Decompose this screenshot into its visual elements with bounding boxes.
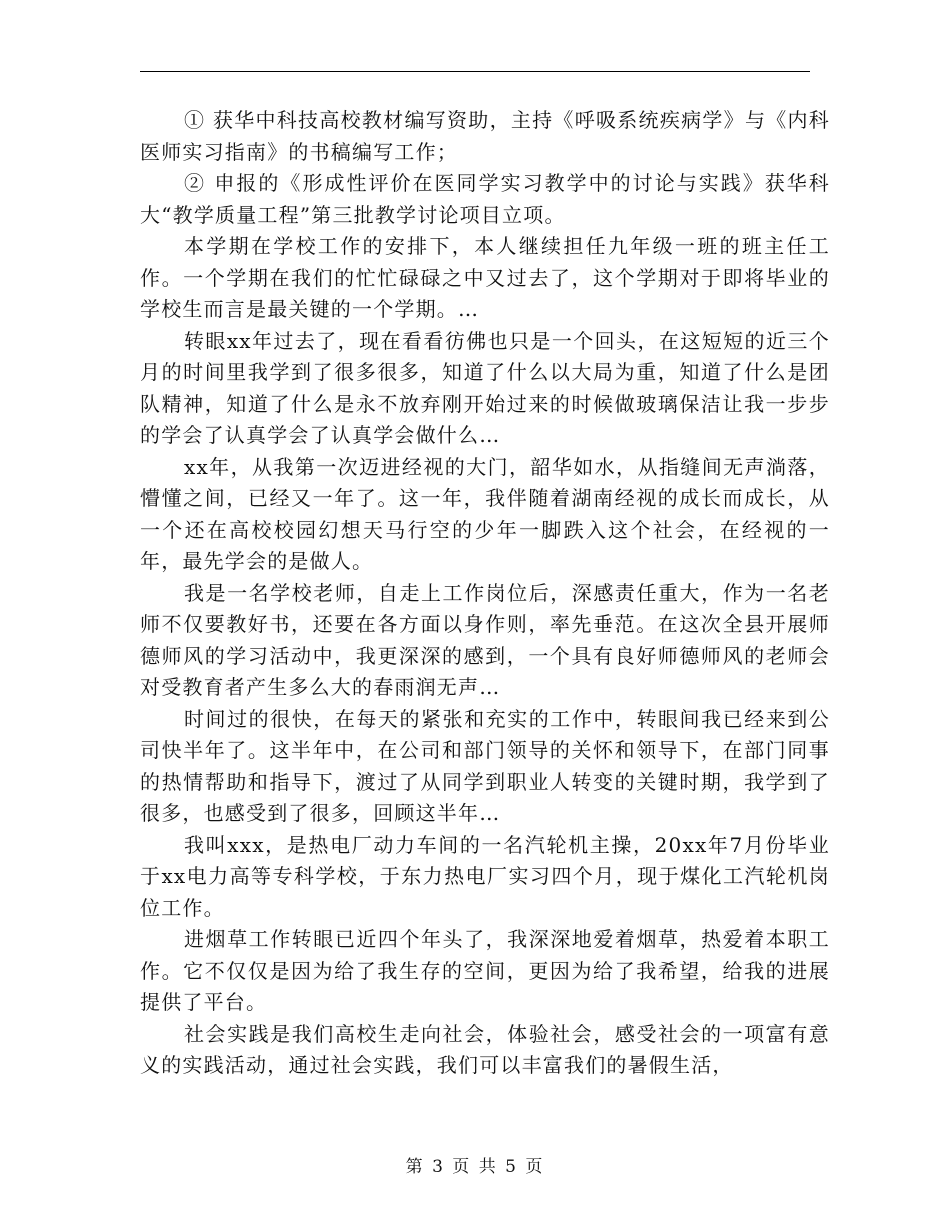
paragraph-5: xx年，从我第一次迈进经视的大门，韶华如水，从指缝间无声淌落，懵懂之间，已经又一年了。这一年，我伴随着湖南经视的成长而成长，从一个还在高校校园幻想天马行空的少年一脚跌入这个社会，在经视的一年，最先学会的是做人。 [140,454,830,573]
paragraph-6: 我是一名学校老师，自走上工作岗位后，深感责任重大，作为一名老师不仅要教好书，还要在各方面以身作则，率先垂范。在这次全县开展师德师风的学习活动中，我更深深的感到，一个具有良好师德师风的老师会对受教育者产生多么大的春雨润无声… [140,580,830,699]
body-text [140,105,830,1082]
paragraph-8: 我叫xxx，是热电厂动力车间的一名汽轮机主操，20xx年7月份毕业于xx电力高等专科学校，于东力热电厂实习四个月，现于煤化工汽轮机岗位工作。 [140,832,830,920]
paragraph-4: 转眼xx年过去了，现在看看彷佛也只是一个回头，在这短短的近三个月的时间里我学到了很多很多，知道了什么以大局为重，知道了什么是团队精神，知道了什么是永不放弃刚开始过来的时候做玻璃保洁让我一步步的学会了认真学会了认真学会做什么… [140,328,830,447]
paragraph-7: 时间过的很快，在每天的紧张和充实的工作中，转眼间我已经来到公司快半年了。这半年中，在公司和部门领导的关怀和领导下，在部门同事的热情帮助和指导下，渡过了从同学到职业人转变的关键时期，我学到了很多，也感受到了很多，回顾这半年… [140,706,830,825]
paragraph-10: 社会实践是我们高校生走向社会，体验社会，感受社会的一项富有意义的实践活动，通过社会实践，我们可以丰富我们的暑假生活， [140,1021,830,1077]
paragraph-2: ② 申报的《形成性评价在医同学实习教学中的讨论与实践》获华科大“教学质量工程”第三批教学讨论项目立项。 [140,171,830,227]
header-rule [140,71,810,72]
paragraph-3: 本学期在学校工作的安排下，本人继续担任九年级一班的班主任工作。一个学期在我们的忙忙碌碌之中又过去了，这个学期对于即将毕业的学校生而言是最关键的一个学期。… [140,234,830,321]
paragraph-1: ① 获华中科技高校教材编写资助，主持《呼吸系统疾病学》与《内科医师实习指南》的书稿编写工作； [140,108,830,164]
page-number-footer: 第 3 页 共 5 页 [405,1157,545,1177]
paragraph-9: 进烟草工作转眼已近四个年头了，我深深地爱着烟草，热爱着本职工作。它不仅仅是因为给了我生存的空间，更因为给了我希望，给我的进展提供了平台。 [140,927,830,1014]
